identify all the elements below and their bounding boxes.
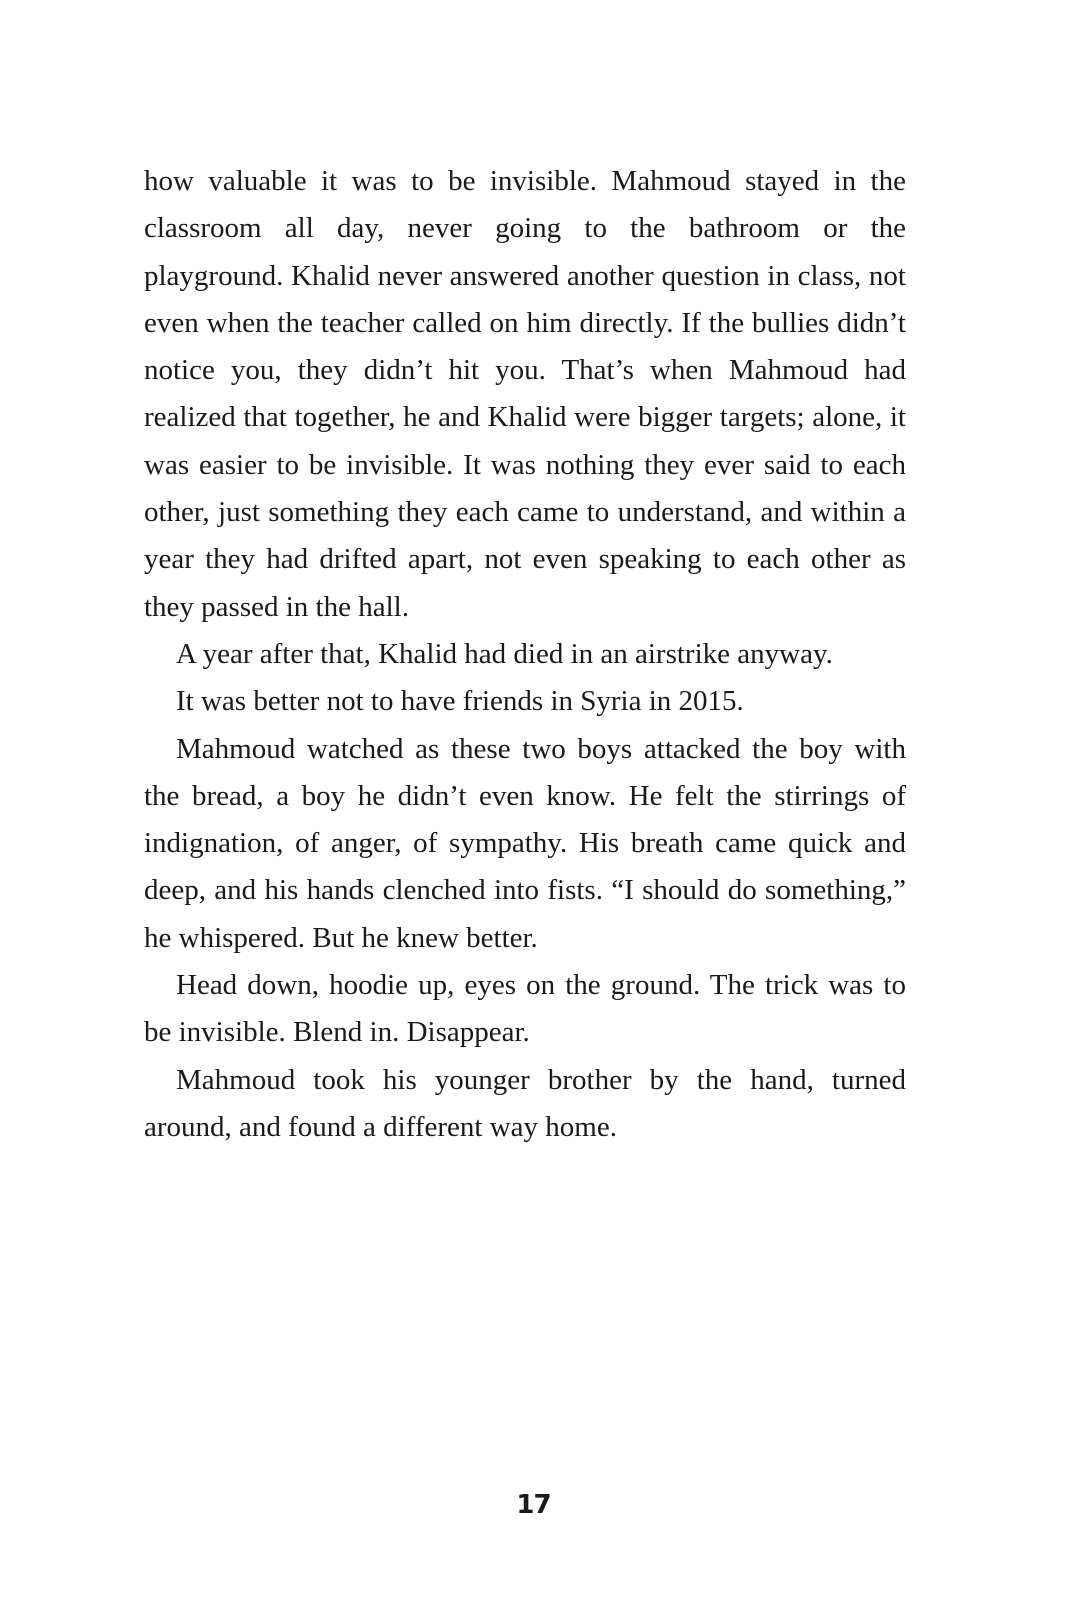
paragraph-5: Head down, hoodie up, eyes on the ground. The trick was to be invisible. Blend in. Disappear. xyxy=(144,969,906,1049)
paragraph-4: Mahmoud watched as these two boys attacked the boy with the bread, a boy he didn’t even know. He felt the stirrings of indignation, of anger, of sympathy. His breath came quick and deep, and his hands clenched into fists. “I should do something,” he whispered. But he knew better. xyxy=(144,732,906,954)
paragraph-1: how valuable it was to be invisible. Mahmoud stayed in the classroom all day, never going to the bathroom or the playground. Khalid never answered another question in class, not even when the teacher called on him directly. If the bullies didn’t notice you, they didn’t hit you. That’s when Mahmoud had realized that together, he and Khalid were bigger targets; alone, it was easier to be invisible. It was nothing they ever said to each other, just something they each came to understand, and within a year they had drifted apart, not even speaking to each other as they passed in the hall. xyxy=(144,165,906,623)
page-number: 17 xyxy=(516,1490,551,1520)
paragraph-2: A year after that, Khalid had died in an airstrike anyway. xyxy=(176,637,833,670)
paragraph-6: Mahmoud took his younger brother by the hand, turned around, and found a different way home. xyxy=(144,1063,906,1143)
body-text xyxy=(144,158,906,1151)
paragraph-3: It was better not to have friends in Syria in 2015. xyxy=(176,685,744,718)
